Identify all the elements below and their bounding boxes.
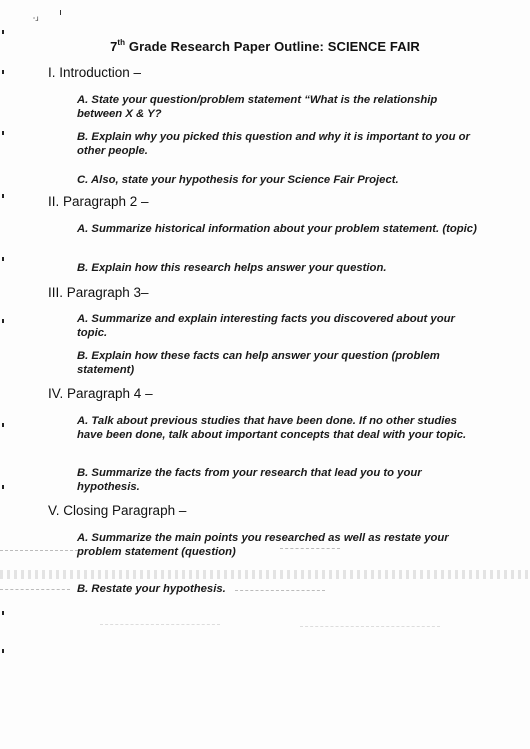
title-text: Grade Research Paper Outline: SCIENCE FAIR — [125, 39, 420, 54]
section-heading-introduction: I. Introduction – — [48, 65, 142, 80]
scan-artifact — [2, 30, 4, 34]
scan-artifact — [2, 611, 4, 615]
scan-artifact — [300, 626, 440, 628]
section-item-closing-paragraph-b: B. Restate your hypothesis. — [77, 583, 226, 595]
section-item-introduction-c: C. Also, state your hypothesis for your Science Fair Project. — [77, 174, 399, 186]
scan-artifact — [60, 10, 61, 15]
scan-artifact — [2, 257, 4, 261]
scan-artifact — [100, 624, 220, 626]
page-title — [0, 38, 530, 54]
scan-artifact — [0, 589, 70, 591]
section-heading-paragraph-3: III. Paragraph 3– — [48, 285, 149, 300]
section-item-introduction-a: A. State your question/problem statement “What is the relationship between X & Y? — [77, 94, 438, 120]
scan-artifact — [0, 550, 78, 552]
section-item-paragraph-4-b: B. Summarize the facts from your research that lead you to your hypothesis. — [77, 467, 422, 493]
scan-artifact — [2, 194, 4, 198]
scan-artifact — [2, 649, 4, 653]
scan-artifact — [2, 131, 4, 135]
section-item-paragraph-3-a: A. Summarize and explain interesting facts you discovered about your topic. — [77, 313, 455, 339]
scan-artifact: ˒ɹ — [33, 14, 39, 23]
section-item-paragraph-2-b: B. Explain how this research helps answer your question. — [77, 262, 387, 274]
scan-artifact — [0, 570, 530, 579]
section-item-paragraph-4-a: A. Talk about previous studies that have been done. If no other studies have been done, talk about important concepts that deal with your topic. — [77, 415, 467, 441]
scan-artifact — [2, 319, 4, 323]
section-item-introduction-b: B. Explain why you picked this question and why it is important to you or other people. — [77, 131, 470, 157]
section-item-paragraph-3-b: B. Explain how these facts can help answer your question (problem statement) — [77, 350, 440, 376]
section-item-paragraph-2-a: A. Summarize historical information about your problem statement. (topic) — [77, 223, 477, 235]
section-heading-closing-paragraph: V. Closing Paragraph – — [48, 503, 187, 518]
section-item-closing-paragraph-a: A. Summarize the main points you researched as well as restate your problem statement (question) — [77, 532, 449, 558]
scan-artifact — [2, 485, 4, 489]
section-heading-paragraph-4: IV. Paragraph 4 – — [48, 386, 153, 401]
section-heading-paragraph-2: II. Paragraph 2 – — [48, 194, 149, 209]
scan-artifact — [2, 423, 4, 427]
title-superscript: th — [117, 38, 126, 47]
title-grade: 7 — [110, 39, 118, 54]
scan-artifact — [2, 70, 4, 74]
